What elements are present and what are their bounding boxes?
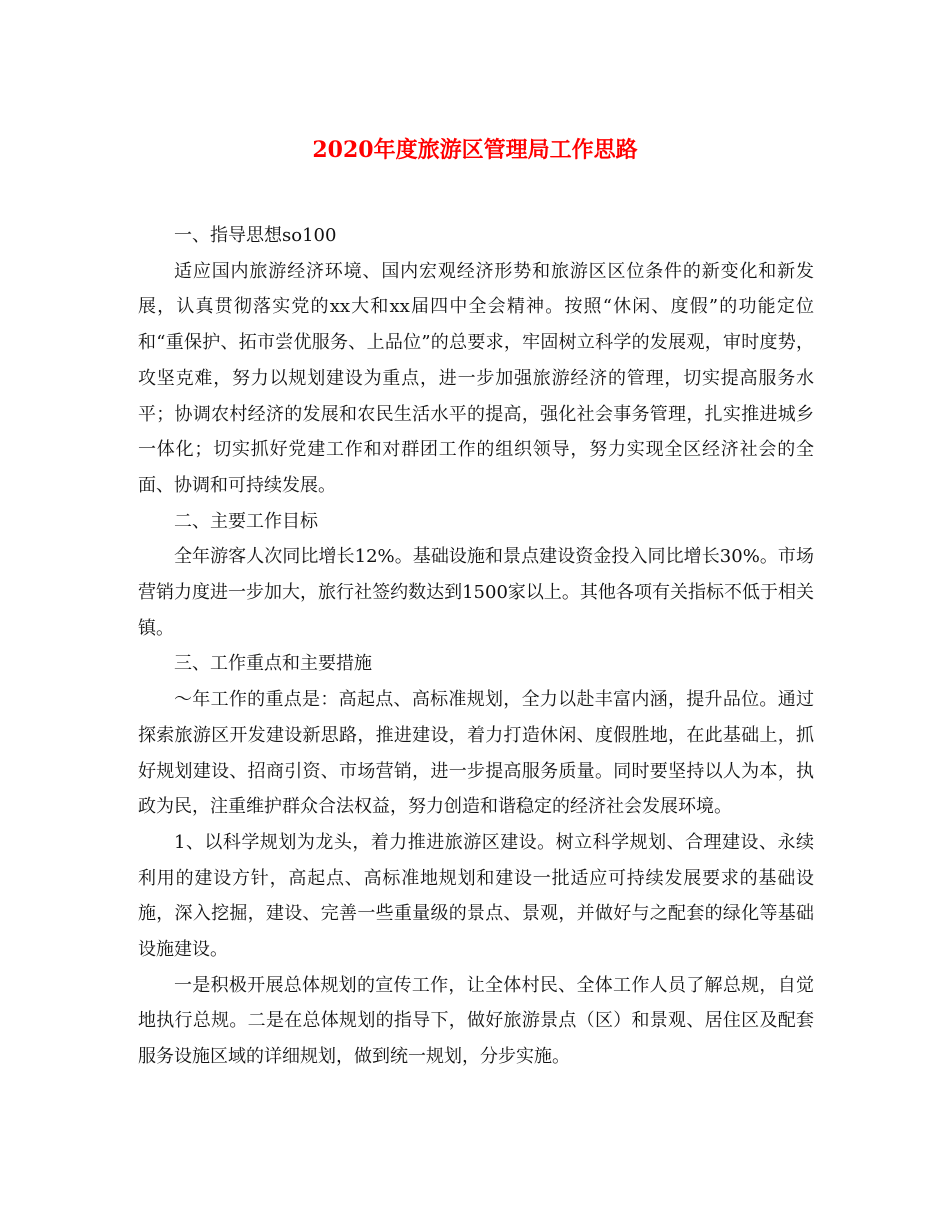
- section-heading-key-measures: 三、工作重点和主要措施: [174, 653, 372, 675]
- paragraph-main-goals: 全年游客人次同比增长12%。基础设施和景点建设资金投入同比增长30%。市场营销力度进一步加大，旅行社签约数达到1500家以上。其他各项有关指标不低于相关镇。: [138, 546, 814, 639]
- document-title: 2020年度旅游区管理局工作思路: [312, 137, 638, 163]
- paragraph-planning-lead: 1、以科学规划为龙头，着力推进旅游区建设。树立科学规划、合理建设、永续利用的建设方针，高起点、高标准地规划和建设一批适应可持续发展要求的基础设施，深入挖掘，建设、完善一些重量级的景点、景观，并做好与之配套的绿化等基础设施建设。: [138, 831, 814, 961]
- section-heading-guiding-ideology: 一、指导思想so100: [174, 225, 337, 246]
- section-heading-main-goals: 二、主要工作目标: [174, 510, 318, 532]
- document-body: [138, 218, 814, 1075]
- paragraph-key-focus: ～年工作的重点是：高起点、高标准规划，全力以赴丰富内涵，提升品位。通过探索旅游区开发建设新思路，推进建设，着力打造休闲、度假胜地，在此基础上，抓好规划建设、招商引资、市场营销，进一步提高服务质量。同时要坚持以人为本，执政为民，注重维护群众合法权益，努力创造和谐稳定的经济社会发展环境。: [138, 689, 814, 818]
- paragraph-planning-publicity: 一是积极开展总体规划的宣传工作，让全体村民、全体工作人员了解总规，自觉地执行总规。二是在总体规划的指导下，做好旅游景点（区）和景观、居住区及配套服务设施区域的详细规划，做到统一规划，分步实施。: [138, 974, 814, 1068]
- paragraph-guiding-ideology: 适应国内旅游经济环境、国内宏观经济形势和旅游区区位条件的新变化和新发展，认真贯彻落实党的xx大和xx届四中全会精神。按照“休闲、度假”的功能定位和“重保护、拓市尝优服务、上品位”的总要求，牢固树立科学的发展观，审时度势，攻坚克难，努力以规划建设为重点，进一步加强旅游经济的管理，切实提高服务水平；协调农村经济的发展和农民生活水平的提高，强化社会事务管理，扎实推进城乡一体化；切实抓好党建工作和对群团工作的组织领导，努力实现全区经济社会的全面、协调和可持续发展。: [138, 260, 814, 496]
